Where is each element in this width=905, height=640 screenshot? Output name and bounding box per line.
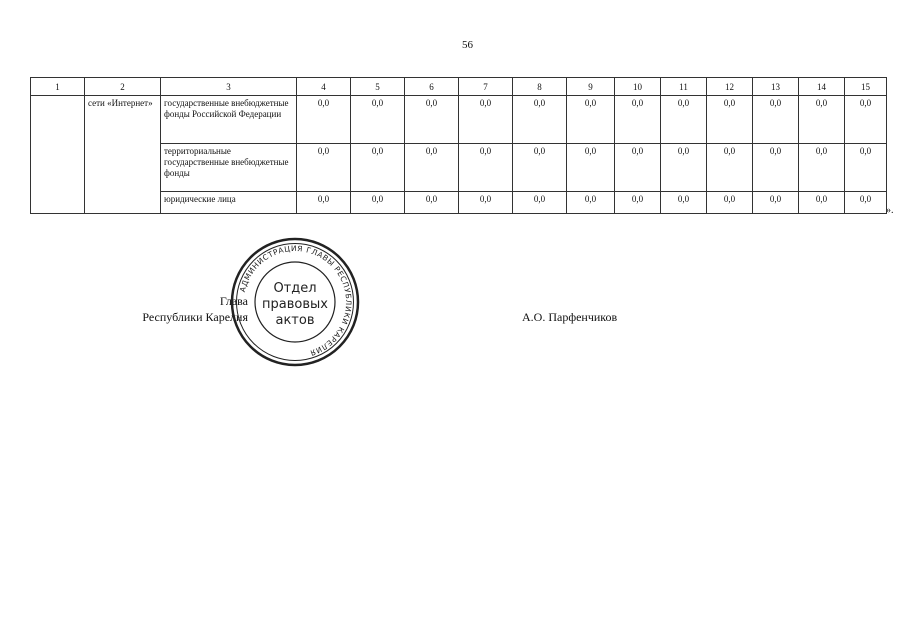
column-header: 5 [351,78,405,96]
table-cell: 0,0 [567,96,615,144]
table-cell: 0,0 [845,144,887,192]
row-label: юридические лица [161,192,297,214]
table-cell: 0,0 [567,144,615,192]
table-cell-col2: сети «Интернет» [85,96,161,214]
row-label: территориальные государственные внебюджетные фонды [161,144,297,192]
column-header: 4 [297,78,351,96]
column-header: 11 [661,78,707,96]
table-cell: 0,0 [753,144,799,192]
stamp-center-line1: Отдел [273,281,317,296]
table-cell: 0,0 [405,192,459,214]
column-header: 3 [161,78,297,96]
stamp-center-line2: правовых [262,297,328,312]
table-cell: 0,0 [513,192,567,214]
signatory-title [100,293,248,325]
row-label: государственные внебюджетные фонды Российской Федерации [161,96,297,144]
signatory-title-line2: Республики Карелия [142,310,248,324]
column-header: 12 [707,78,753,96]
table-cell: 0,0 [661,96,707,144]
table-cell: 0,0 [513,96,567,144]
column-header: 10 [615,78,661,96]
table-cell-col1 [31,96,85,214]
table-cell: 0,0 [707,192,753,214]
table-cell: 0,0 [351,144,405,192]
table-cell: 0,0 [799,96,845,144]
table-header-row [31,78,887,96]
table-cell: 0,0 [297,192,351,214]
stamp-ring-text: АДМИНИСТРАЦИЯ ГЛАВЫ РЕСПУБЛИКИ КАРЕЛИЯ [238,243,354,358]
table-cell: 0,0 [297,96,351,144]
table-cell: 0,0 [799,144,845,192]
table-row [31,96,887,144]
column-header: 2 [85,78,161,96]
table-cell: 0,0 [459,96,513,144]
stamp-center-line3: актов [275,313,315,328]
table-cell: 0,0 [459,192,513,214]
column-header: 8 [513,78,567,96]
table-cell: 0,0 [799,192,845,214]
table-cell: 0,0 [351,96,405,144]
table-cell: 0,0 [615,192,661,214]
budget-table [30,77,887,214]
table-cell: 0,0 [297,144,351,192]
table-cell: 0,0 [615,144,661,192]
table-cell: 0,0 [405,96,459,144]
table-cell: 0,0 [661,144,707,192]
column-header: 14 [799,78,845,96]
table-cell: 0,0 [661,192,707,214]
table-cell: 0,0 [707,144,753,192]
signatory-name: А.О. Парфенчиков [522,310,618,324]
table-cell: 0,0 [459,144,513,192]
column-header: 9 [567,78,615,96]
table-cell: 0,0 [513,144,567,192]
table-cell: 0,0 [845,192,887,214]
table-cell: 0,0 [707,96,753,144]
column-header: 1 [31,78,85,96]
table-cell: 0,0 [845,96,887,144]
column-header: 6 [405,78,459,96]
signatory-title-line1: Глава [219,294,248,308]
official-stamp [229,236,361,368]
table-cell: 0,0 [351,192,405,214]
table-cell: 0,0 [615,96,661,144]
table-cell: 0,0 [405,144,459,192]
page-number: 56 [462,39,473,51]
column-header: 13 [753,78,799,96]
table-cell: 0,0 [753,96,799,144]
column-header: 15 [845,78,887,96]
column-header: 7 [459,78,513,96]
table-cell: 0,0 [567,192,615,214]
table-cell: 0,0 [753,192,799,214]
closing-quote-mark: ». [886,205,894,216]
